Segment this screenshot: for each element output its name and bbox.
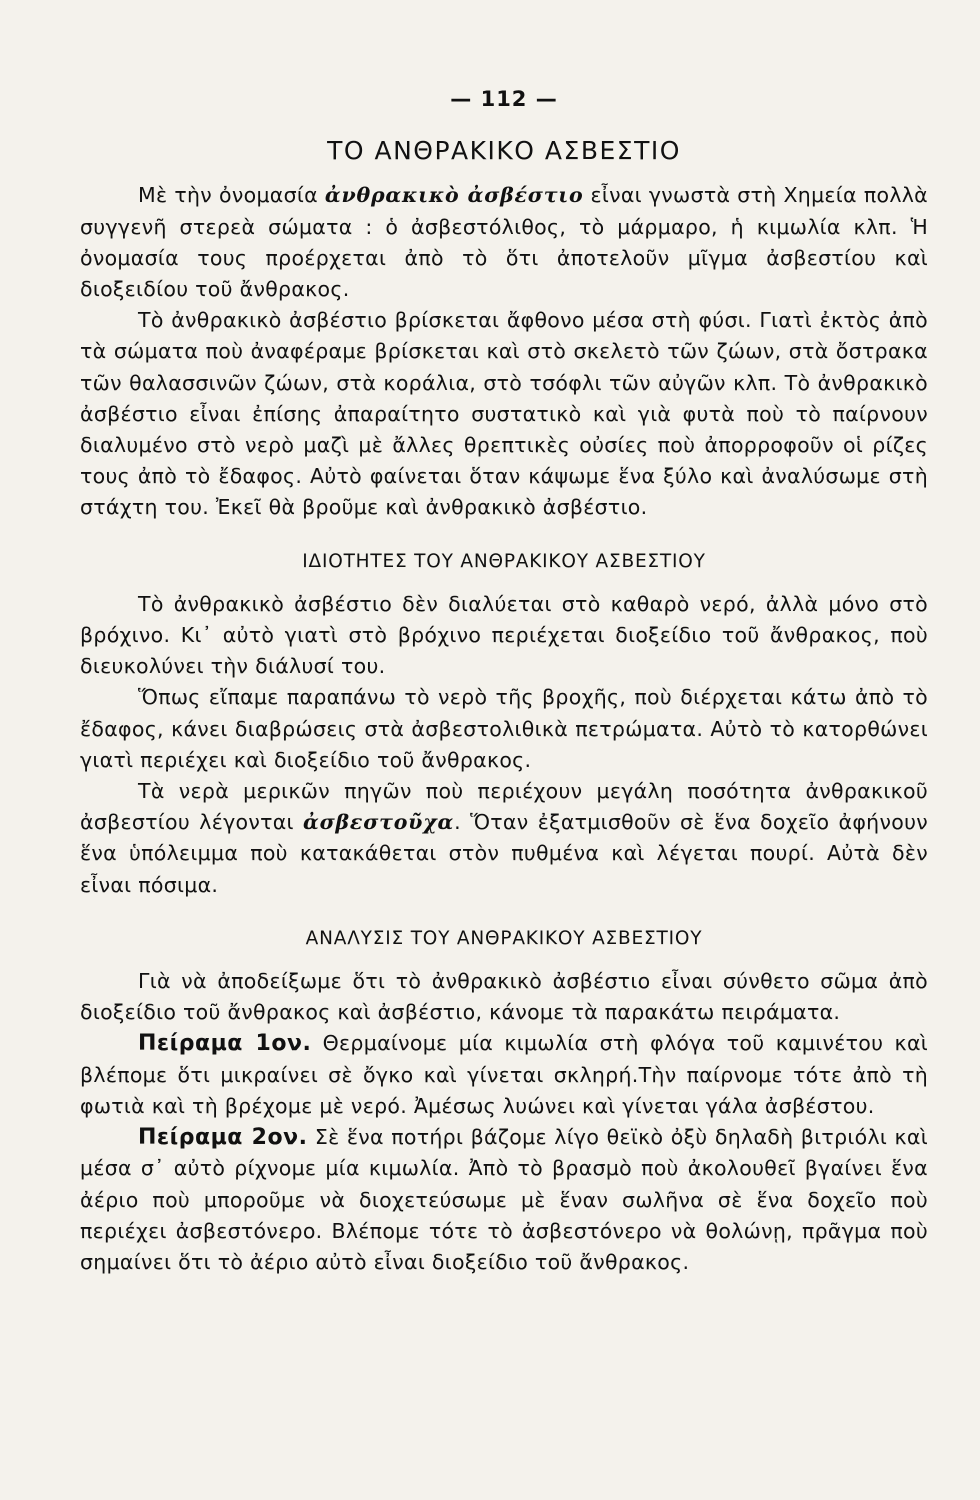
- properties-text-end: . Ὅταν ἐξατμισθοῦν σὲ ἕνα δοχεῖο ἀφήνουν ἕνα ὑπόλειμμα ποὺ κατακάθεται στὸν πυθμένα καὶ λέγεται πουρί. Αὐτὰ δὲν εἶναι πόσιμα.: [80, 810, 928, 897]
- chapter-title: ΤΟ ΑΝΘΡΑΚΙΚΟ ΑΣΒΕΣΤΙΟ: [327, 136, 681, 166]
- page-number: — 112 —: [450, 87, 558, 111]
- experiment-2-text: Σὲ ἕνα ποτήρι βάζομε λίγο θεϊκὸ ὀξὺ δηλαδὴ βιτριόλι καὶ μέσα σ᾿ αὐτὸ ρίχνομε μία κιμωλία. Ἀπὸ τὸ βρασμὸ ποὺ ἀκολουθεῖ βγαίνει ἕνα ἀέριο ποὺ μποροῦμε νὰ διοχετεύσωμε μὲ ἕναν σωλῆνα σὲ ἕνα δοχεῖο ποὺ περιέχει ἀσβεστόνερο. Βλέπομε τότε τὸ ἀσβεστόνερο νὰ θολώνῃ, πρᾶγμα ποὺ σημαίνει ὅτι τὸ ἀέριο αὐτὸ εἶναι διοξείδιο τοῦ ἄνθρακος.: [80, 1125, 928, 1274]
- properties-paragraph-3: [80, 776, 928, 901]
- intro-paragraph-2: Τὸ ἀνθρακικὸ ἀσβέστιο βρίσκεται ἄφθονο μέσα στὴ φύσι. Γιατὶ ἐκτὸς ἀπὸ τὰ σώματα ποὺ ἀναφέραμε βρίσκεται καὶ στὸ σκελετὸ τῶν ζώων, στὰ ὄστρακα τῶν θαλασσινῶν ζώων, στὰ κοράλια, στὸ τσόφλι τῶν αὐγῶν κλπ. Τὸ ἀνθρακικὸ ἀσβέστιο εἶναι ἐπίσης ἀπαραίτητο συστατικὸ καὶ γιὰ φυτὰ ποὺ τὸ παίρνουν διαλυμένο στὸ νερὸ μαζὶ μὲ ἄλλες θρεπτικὲς οὐσίες ποὺ ἀπορροφοῦν οἱ ρίζες τους ἀπὸ τὸ ἔδαφος. Αὐτὸ φαίνεται ὅταν κάψωμε ἕνα ξύλο καὶ ἀναλύσωμε στὴ στάχτη του. Ἐκεῖ θὰ βροῦμε καὶ ἀνθρακικὸ ἀσβέστιο.: [80, 308, 928, 520]
- intro-term: ἀνθρακικὸ ἀσβέστιο: [324, 183, 584, 208]
- intro-text-end: εἶναι γνωστὰ στὴ Χημεία πολλὰ συγγενῆ στερεὰ σώματα : ὁ ἀσβεστόλιθος, τὸ μάρμαρο, ἡ κιμωλία κλπ. Ἡ ὀνομασία τους προέρχεται ἀπὸ τὸ ὅτι ἀποτελοῦν μῖγμα ἀσβεστίου καὶ διοξειδίου τοῦ ἄνθρακος.: [80, 183, 928, 302]
- intro-paragraph-1: [80, 180, 928, 305]
- intro-text-start: Μὲ τὴν ὀνομασία: [138, 183, 325, 208]
- experiment-2-label: Πείραμα 2ον.: [138, 1125, 308, 1151]
- experiment-1-text: Θερμαίνομε μία κιμωλία στὴ φλόγα τοῦ καμινέτου καὶ βλέπομε ὅτι μικραίνει σὲ ὄγκο καὶ γίνεται σκληρή.Τὴν παίρνομε τότε ἀπὸ τὴ φωτιὰ καὶ τὴ βρέχομε μὲ νερό. Ἀμέσως λυώνει καὶ γίνεται γάλα ἀσβέστου.: [80, 1031, 928, 1118]
- properties-paragraph-1: Τὸ ἀνθρακικὸ ἀσβέστιο δὲν διαλύεται στὸ καθαρὸ νερό, ἀλλὰ μόνο στὸ βρόχινο. Κι᾿ αὐτὸ γιατὶ στὸ βρόχινο περιέχεται διοξείδιο τοῦ ἄνθρακος, ποὺ διευκολύνει τὴν διάλυσί του.: [80, 591, 928, 679]
- properties-term: ἀσβεστοῦχα: [303, 810, 455, 835]
- properties-heading: ΙΔΙΟΤΗΤΕΣ ΤΟΥ ΑΝΘΡΑΚΙΚΟΥ ΑΣΒΕΣΤΙΟΥ: [302, 550, 706, 572]
- experiment-1: [80, 1028, 928, 1122]
- analysis-paragraph-1: Γιὰ νὰ ἀποδείξωμε ὅτι τὸ ἀνθρακικὸ ἀσβέστιο εἶναι σύνθετο σῶμα ἀπὸ διοξείδιο τοῦ ἄνθρακος καὶ ἀσβέστιο, κάνομε τὰ παρακάτω πειράματα.: [80, 969, 928, 1025]
- experiment-1-label: Πείραμα 1ον.: [138, 1031, 312, 1057]
- analysis-heading: ΑΝΑΛΥΣΙΣ ΤΟΥ ΑΝΘΡΑΚΙΚΟΥ ΑΣΒΕΣΤΙΟΥ: [305, 927, 703, 949]
- experiment-2: [80, 1122, 928, 1278]
- properties-text-start: Τὰ νερὰ μερικῶν πηγῶν ποὺ περιέχουν μεγάλη ποσότητα ἀνθρακικοῦ ἀσβεστίου λέγονται: [80, 779, 928, 835]
- properties-paragraph-2: Ὅπως εἴπαμε παραπάνω τὸ νερὸ τῆς βροχῆς, ποὺ διέρχεται κάτω ἀπὸ τὸ ἔδαφος, κάνει διαβρώσεις στὰ ἀσβεστολιθικὰ πετρώματα. Αὐτὸ τὸ κατορθώνει γιατὶ περιέχει καὶ διοξείδιο τοῦ ἄνθρακος.: [80, 685, 928, 772]
